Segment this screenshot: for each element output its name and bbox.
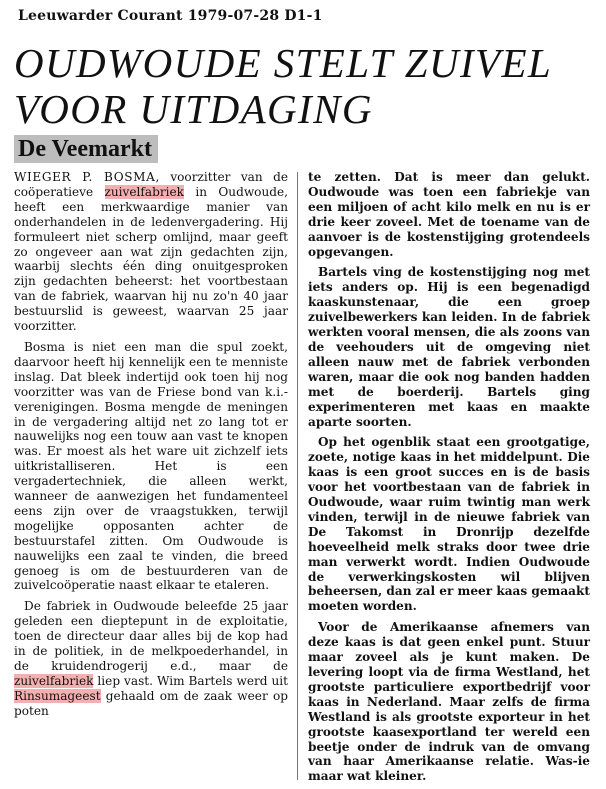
text-run: in Oudwoude, heeft een merkwaardige manier van onderhandelen in de ledenvergadering. Hij formuleert niet scherp omlijnd, maar geeft zo ongeveer aan wat zijn gedachten zijn, waarbij slechts één ding onuitgesproken zijn gedachten beheerst: het voortbestaan van de fabriek, waarvan hij nu zo'n 40 jaar bestuurslid is geweest, waarvan 25 jaar voorzitter. [14,184,288,334]
highlighted-term: zuivelfabriek [104,184,184,199]
paragraph: te zetten. Dat is meer dan gelukt. Oudwoude was toen een fabriekje van een miljoen of acht kilo melk en nu is er drie keer zoveel. Met de toename van de aanvoer is de kostenstijging grotendeels opgevangen. [308,170,590,259]
paragraph [14,170,288,334]
article-column-left [14,170,288,719]
text-run: voorzitter van de coöperatieve [14,170,288,199]
paragraph: Voor de Amerikaanse afnemers van deze kaas is dat geen enkel punt. Stuur maar zoveel als je kunt maken. De levering loopt via de firma Westland, het grootste particuliere exportbedrijf voor kaas in Nederland. Maar zelfs de firma Westland is als grootste exporteur in het grootste kaasexportland ter wereld een beetje onder de indruk van de omvang van haar Amerikaanse relatie. Was-ie maar wat kleiner. [308,620,590,784]
headline-line-2: VOOR UITDAGING [14,86,373,132]
lead-name: WIEGER P. BOSMA, [14,170,160,184]
text-run: liep vast. Wim Bartels werd uit [93,673,288,688]
paragraph [14,599,288,718]
highlighted-term: zuivelfabriek [14,673,94,688]
headline [14,40,599,132]
paragraph: Bartels ving de kostenstijging nog met iets anders op. Hij is een begenadigd kaaskunstenaar, die een groep zuivelbewerkers kan leiden. In de fabriek werkten vooral mensen, die als zoons van de veehouders uit de omgeving niet alleen nauw met de fabriek verbonden waren, maar die ook nog banden hadden met de boerderij. Bartels ging experimenteren met kaas en maakte aparte soorten. [308,265,590,429]
text-run: De fabriek in Oudwoude beleefde 25 jaar geleden een dieptepunt in de exploitatie, toen de directeur daar alles bij de kop had in de politiek, in de melkpoederhandel, in de kruidendrogerij e.d., maar de [14,599,288,673]
newspaper-source-line: Leeuwarder Courant 1979-07-28 D1-1 [18,8,323,24]
article-column-right [308,170,590,784]
column-divider [297,172,298,780]
headline-line-1: OUDWOUDE STELT ZUIVEL [14,40,553,86]
paragraph: Op het ogenblik staat een grootgatige, zoete, notige kaas in het middelpunt. Die kaas is een groot succes en is de basis voor het voortbestaan van de fabriek in Oudwoude, waar ruim twintig man werk vinden, terwijl in de nieuwe fabriek van De Takomst in Dronrijp dezelfde hoeveelheid melk straks door twee drie man verwerkt wordt. Indien Oudwoude de verwerkingskosten wil blijven beheersen, dan zal er meer kaas gemaakt moeten worden. [308,435,590,614]
paragraph: Bosma is niet een man die spul zoekt, daarvoor heeft hij kennelijk een te menniste inslag. Dat bleek indertijd ook toen hij nog voorzitter was van de Friese bond van k.i.-verenigingen. Bosma mengde de meningen in de vergadering altijd net zo lang tot er nauwelijks nog een touw aan vast te knopen was. Er moest als het ware uit zichzelf iets uitkristalliseren. Het is een vergadertechniek, die alleen werkt, wanneer de aanwezigen het fundamenteel eens zijn over de vraagstukken, terwijl mogelijke opposanten achter de bestuurstafel zitten. Om Oudwoude is nauwelijks een zaal te vinden, die breed genoeg is om de bestuurderen van de zuivelcoöperatie naast elkaar te etaleren. [14,339,288,593]
highlighted-term: Rinsumageest [14,688,101,703]
text-run: gehaald om de zaak weer op poten [14,688,288,718]
section-rubric: De Veemarkt [14,135,158,163]
